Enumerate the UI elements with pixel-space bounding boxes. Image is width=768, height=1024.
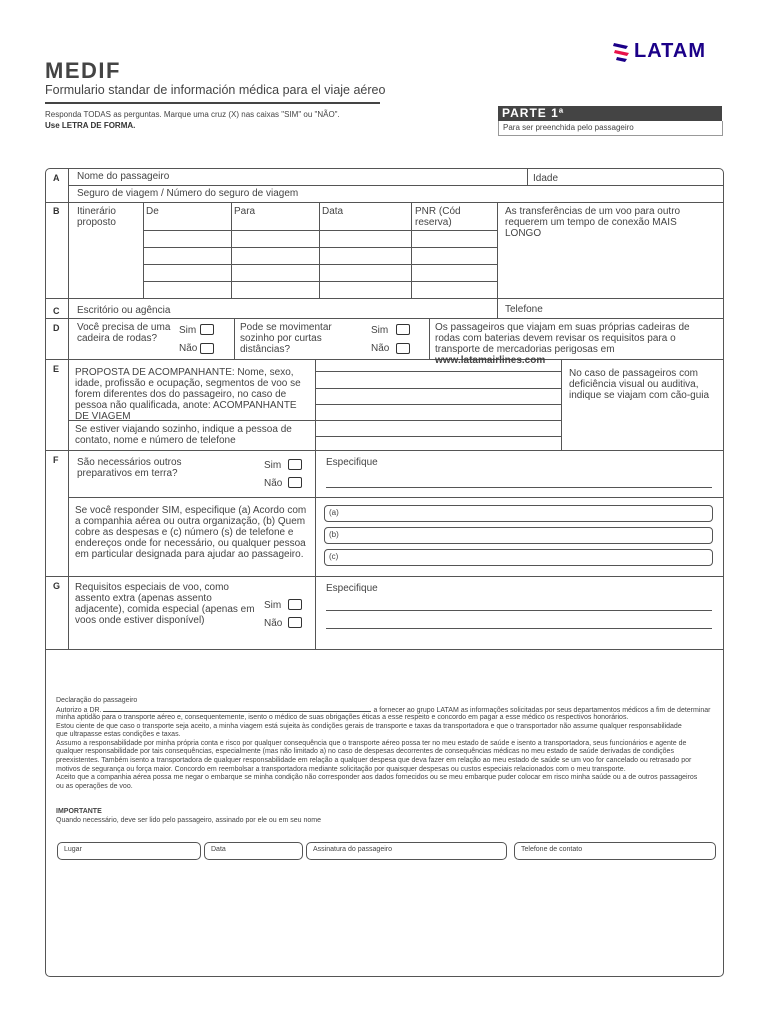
declaration-body: [56, 714, 722, 791]
latam-logo-icon: [612, 40, 632, 64]
walk-yes-checkbox[interactable]: [396, 324, 410, 335]
authorize-prefix: Autorizo a DR.: [56, 707, 102, 714]
part-label: PARTE 1ª: [502, 106, 565, 120]
place-field[interactable]: [57, 842, 201, 860]
insurance-label: Seguro de viagem / Número do seguro de viagem: [77, 188, 299, 199]
section-c-letter: C: [53, 306, 60, 316]
divider-ef: [45, 450, 723, 451]
ground-no-checkbox[interactable]: [288, 477, 302, 488]
part-subtitle-box: [498, 121, 723, 136]
latam-logo: [612, 40, 727, 66]
section-f-letter: F: [53, 455, 59, 465]
companion-input[interactable]: [316, 360, 560, 419]
part-label-box: [498, 106, 722, 121]
wheelchair-yes-label: Sim: [179, 325, 197, 336]
field-a[interactable]: [324, 505, 713, 522]
connection-note: As transferências de um voo para outro requerem um tempo de conexão MAIS LONGO: [505, 206, 681, 239]
d-col-2: [429, 318, 430, 359]
col-to: Para: [234, 206, 256, 217]
col-from: De: [146, 206, 159, 217]
g-col-1: [315, 576, 316, 649]
special-no-checkbox[interactable]: [288, 617, 302, 628]
age-input[interactable]: [562, 169, 717, 184]
office-input[interactable]: [175, 300, 493, 316]
date-field-label: Data: [211, 846, 226, 853]
alone-contact-question: Se estiver viajando sozinho, indique a pessoa de contato, nome e número de telefone: [75, 424, 292, 446]
guide-dog-note: No caso de passageiros com deficiência visual ou auditiva, indique se viajam com cão-guia: [569, 368, 710, 401]
col-pnr: PNR (Cód reserva): [415, 206, 461, 228]
declaration-line: ou as operações de voo.: [56, 782, 133, 790]
declaration-line: qualquer responsabilidade por tais consequências, especialmente (mas não limitado a) no caso de despesas decorrentes de consequências médicas no meu estado de saúde derivadas de condições: [56, 748, 674, 756]
wheelchair-no-label: Não: [179, 343, 198, 354]
signature-field[interactable]: [306, 842, 507, 860]
declaration-line: Assumo a responsabilidade por minha própria conta e risco por qualquer consequência que o transporte aéreo possa ter no meu estado de saúde e isento a transportadora, seus funcionários e agente de: [56, 739, 687, 747]
place-field-label: Lugar: [64, 846, 82, 853]
section-a-letter: A: [53, 173, 60, 183]
declaration-line: que ultrapasse estas condições e taxas.: [56, 731, 181, 739]
age-label: Idade: [533, 173, 559, 184]
f-mid-line: [68, 497, 723, 498]
important-text: Quando necessário, deve ser lido pelo passageiro, assinado por ele ou em seu nome: [56, 817, 321, 824]
field-c[interactable]: [324, 549, 713, 566]
special-specify-line-2[interactable]: [326, 628, 712, 629]
form-title: MEDIF: [45, 58, 121, 83]
special-requirements-question: Requisitos especiais de voo, como assento extra (apenas assento adjacente), comida especial (apenas em voos onde estiver disponível): [75, 582, 255, 626]
special-yes-label: Sim: [264, 600, 282, 611]
declaration-line: Aceito que a companhia aérea possa me negar o embarque se minha condição não corresponder aos dados fornecidos ou se meu embarque puder colocar em risco minha saúde ou a de outros passageiros: [56, 774, 698, 782]
passenger-name-input[interactable]: [170, 169, 520, 184]
col-date: Data: [322, 206, 344, 217]
walk-no-checkbox[interactable]: [396, 343, 410, 354]
form-subtitle: Formulario standar de información médica para el viaje aéreo: [45, 83, 386, 97]
walk-no-label: Não: [371, 343, 390, 354]
ground-question: São necessários outros preparativos em terra?: [77, 457, 182, 479]
if-yes-instructions: Se você responder SIM, especifique (a) Acordo com a companhia aérea ou outra organização, (b) Quem cobre as despesas e (c) número (s) de telefone e endereços onde for necessário, ou qualquer pessoa em particular designada para ajudar ao passageiro.: [75, 505, 307, 560]
latam-wordmark: LATAM: [634, 40, 707, 62]
wheelchair-yes-checkbox[interactable]: [200, 324, 214, 335]
companion-question: PROPOSTA DE ACOMPANHANTE: Nome, sexo, idade, profissão e ocupação, segmentos de voo se forem diferentes dos do passageiro, no caso de pessoa não qualificada, anote: ACOMPANHANTE DE VIAGEM: [75, 367, 301, 422]
divider-g-decl: [45, 649, 723, 650]
passenger-name-label: Nome do passageiro: [77, 171, 170, 182]
authorize-rest: a fornecer ao grupo LATAM as informações solicitadas por seus departamentos médicos a fim de determinar: [373, 707, 711, 714]
guide-dog-input[interactable]: [562, 405, 720, 449]
instructions: Responda TODAS as perguntas. Marque uma cruz (X) nas caixas "SIM" ou "NÃO".: [45, 110, 340, 119]
declaration-title: Declaração do passageiro: [56, 697, 138, 704]
section-b-letter: B: [53, 206, 60, 216]
contact-phone-field-label: Telefone de contato: [521, 846, 583, 853]
section-e-letter: E: [53, 364, 60, 374]
field-c-label: (c): [329, 552, 339, 561]
declaration-line: motivos de segurança ou força maior. Concordo em reembolsar a transportadora mediante solicitação por quaisquer despesas ou custos especiais relacionados com o meu transporte.: [56, 765, 626, 773]
latam-url-link[interactable]: www.latamairlines.com: [435, 355, 546, 366]
field-b[interactable]: [324, 527, 713, 544]
special-yes-checkbox[interactable]: [288, 599, 302, 610]
ground-yes-label: Sim: [264, 460, 282, 471]
title-underline: [45, 102, 380, 104]
phone-label: Telefone: [505, 304, 543, 315]
wheelchair-question: Você precisa de uma cadeira de rodas?: [77, 322, 171, 344]
wheelchair-no-checkbox[interactable]: [200, 343, 214, 354]
ground-specify-line[interactable]: [326, 487, 712, 488]
itinerary-label: Itinerário proposto: [77, 206, 116, 228]
battery-note-text: Os passageiros que viajam em suas próprias cadeiras de rodas com baterias devem revisar os requisitos para o transporte de mercadorias perigosas em: [435, 322, 690, 355]
special-no-label: Não: [264, 618, 283, 629]
ground-specify-label: Especifique: [326, 457, 378, 468]
insurance-input[interactable]: [300, 186, 715, 201]
field-b-label: (b): [329, 530, 339, 539]
field-a-label: (a): [329, 508, 339, 517]
divider-cd: [45, 318, 723, 319]
itin-col-5: [497, 202, 498, 318]
section-d-letter: D: [53, 323, 60, 333]
f-col-1: [315, 450, 316, 576]
walk-question: Pode se movimentar sozinho por curtas distâncias?: [240, 322, 332, 355]
ground-yes-checkbox[interactable]: [288, 459, 302, 470]
important-title: IMPORTANTE: [56, 808, 102, 815]
contact-phone-field[interactable]: [514, 842, 716, 860]
declaration-line: preexistentes. Também isento a transportadora de qualquer responsabilidade em relação a qualquer despesa que deva fazer em relação ao meu estado de saúde se um voo for cancelado ou retrasado por: [56, 756, 692, 764]
special-specify-line-1[interactable]: [326, 610, 712, 611]
instructions-bold: Use LETRA DE FORMA.: [45, 121, 136, 130]
signature-field-label: Assinatura do passageiro: [313, 846, 392, 853]
walk-yes-label: Sim: [371, 325, 389, 336]
part-subtitle: Para ser preenchida pelo passageiro: [503, 123, 634, 132]
declaration-line: Estou ciente de que caso o transporte seja aceito, a minha viagem está sujeita às condições gerais de transporte e taxas da transportadora e que o transportador não assume qualquer responsabilidade: [56, 722, 682, 730]
special-specify-label: Especifique: [326, 583, 378, 594]
office-label: Escritório ou agência: [77, 305, 171, 316]
phone-input[interactable]: [550, 300, 718, 316]
declaration-line: minha aptidão para o transporte aéreo e, consequentemente, isento o médico de suas obrigações éticas a esse respeito e concordo em pagar a esse médico os respectivos honorários.: [56, 714, 629, 721]
section-g-letter: G: [53, 581, 61, 591]
date-field[interactable]: [204, 842, 303, 860]
contact-input[interactable]: [316, 421, 560, 449]
doctor-name-input[interactable]: [103, 705, 371, 712]
itinerary-grid-input[interactable]: [144, 231, 496, 297]
divider-fg: [45, 576, 723, 577]
ground-no-label: Não: [264, 478, 283, 489]
divider-bc: [45, 298, 723, 299]
age-divider: [527, 168, 528, 186]
d-col-1: [234, 318, 235, 359]
divider-ab: [45, 202, 723, 203]
